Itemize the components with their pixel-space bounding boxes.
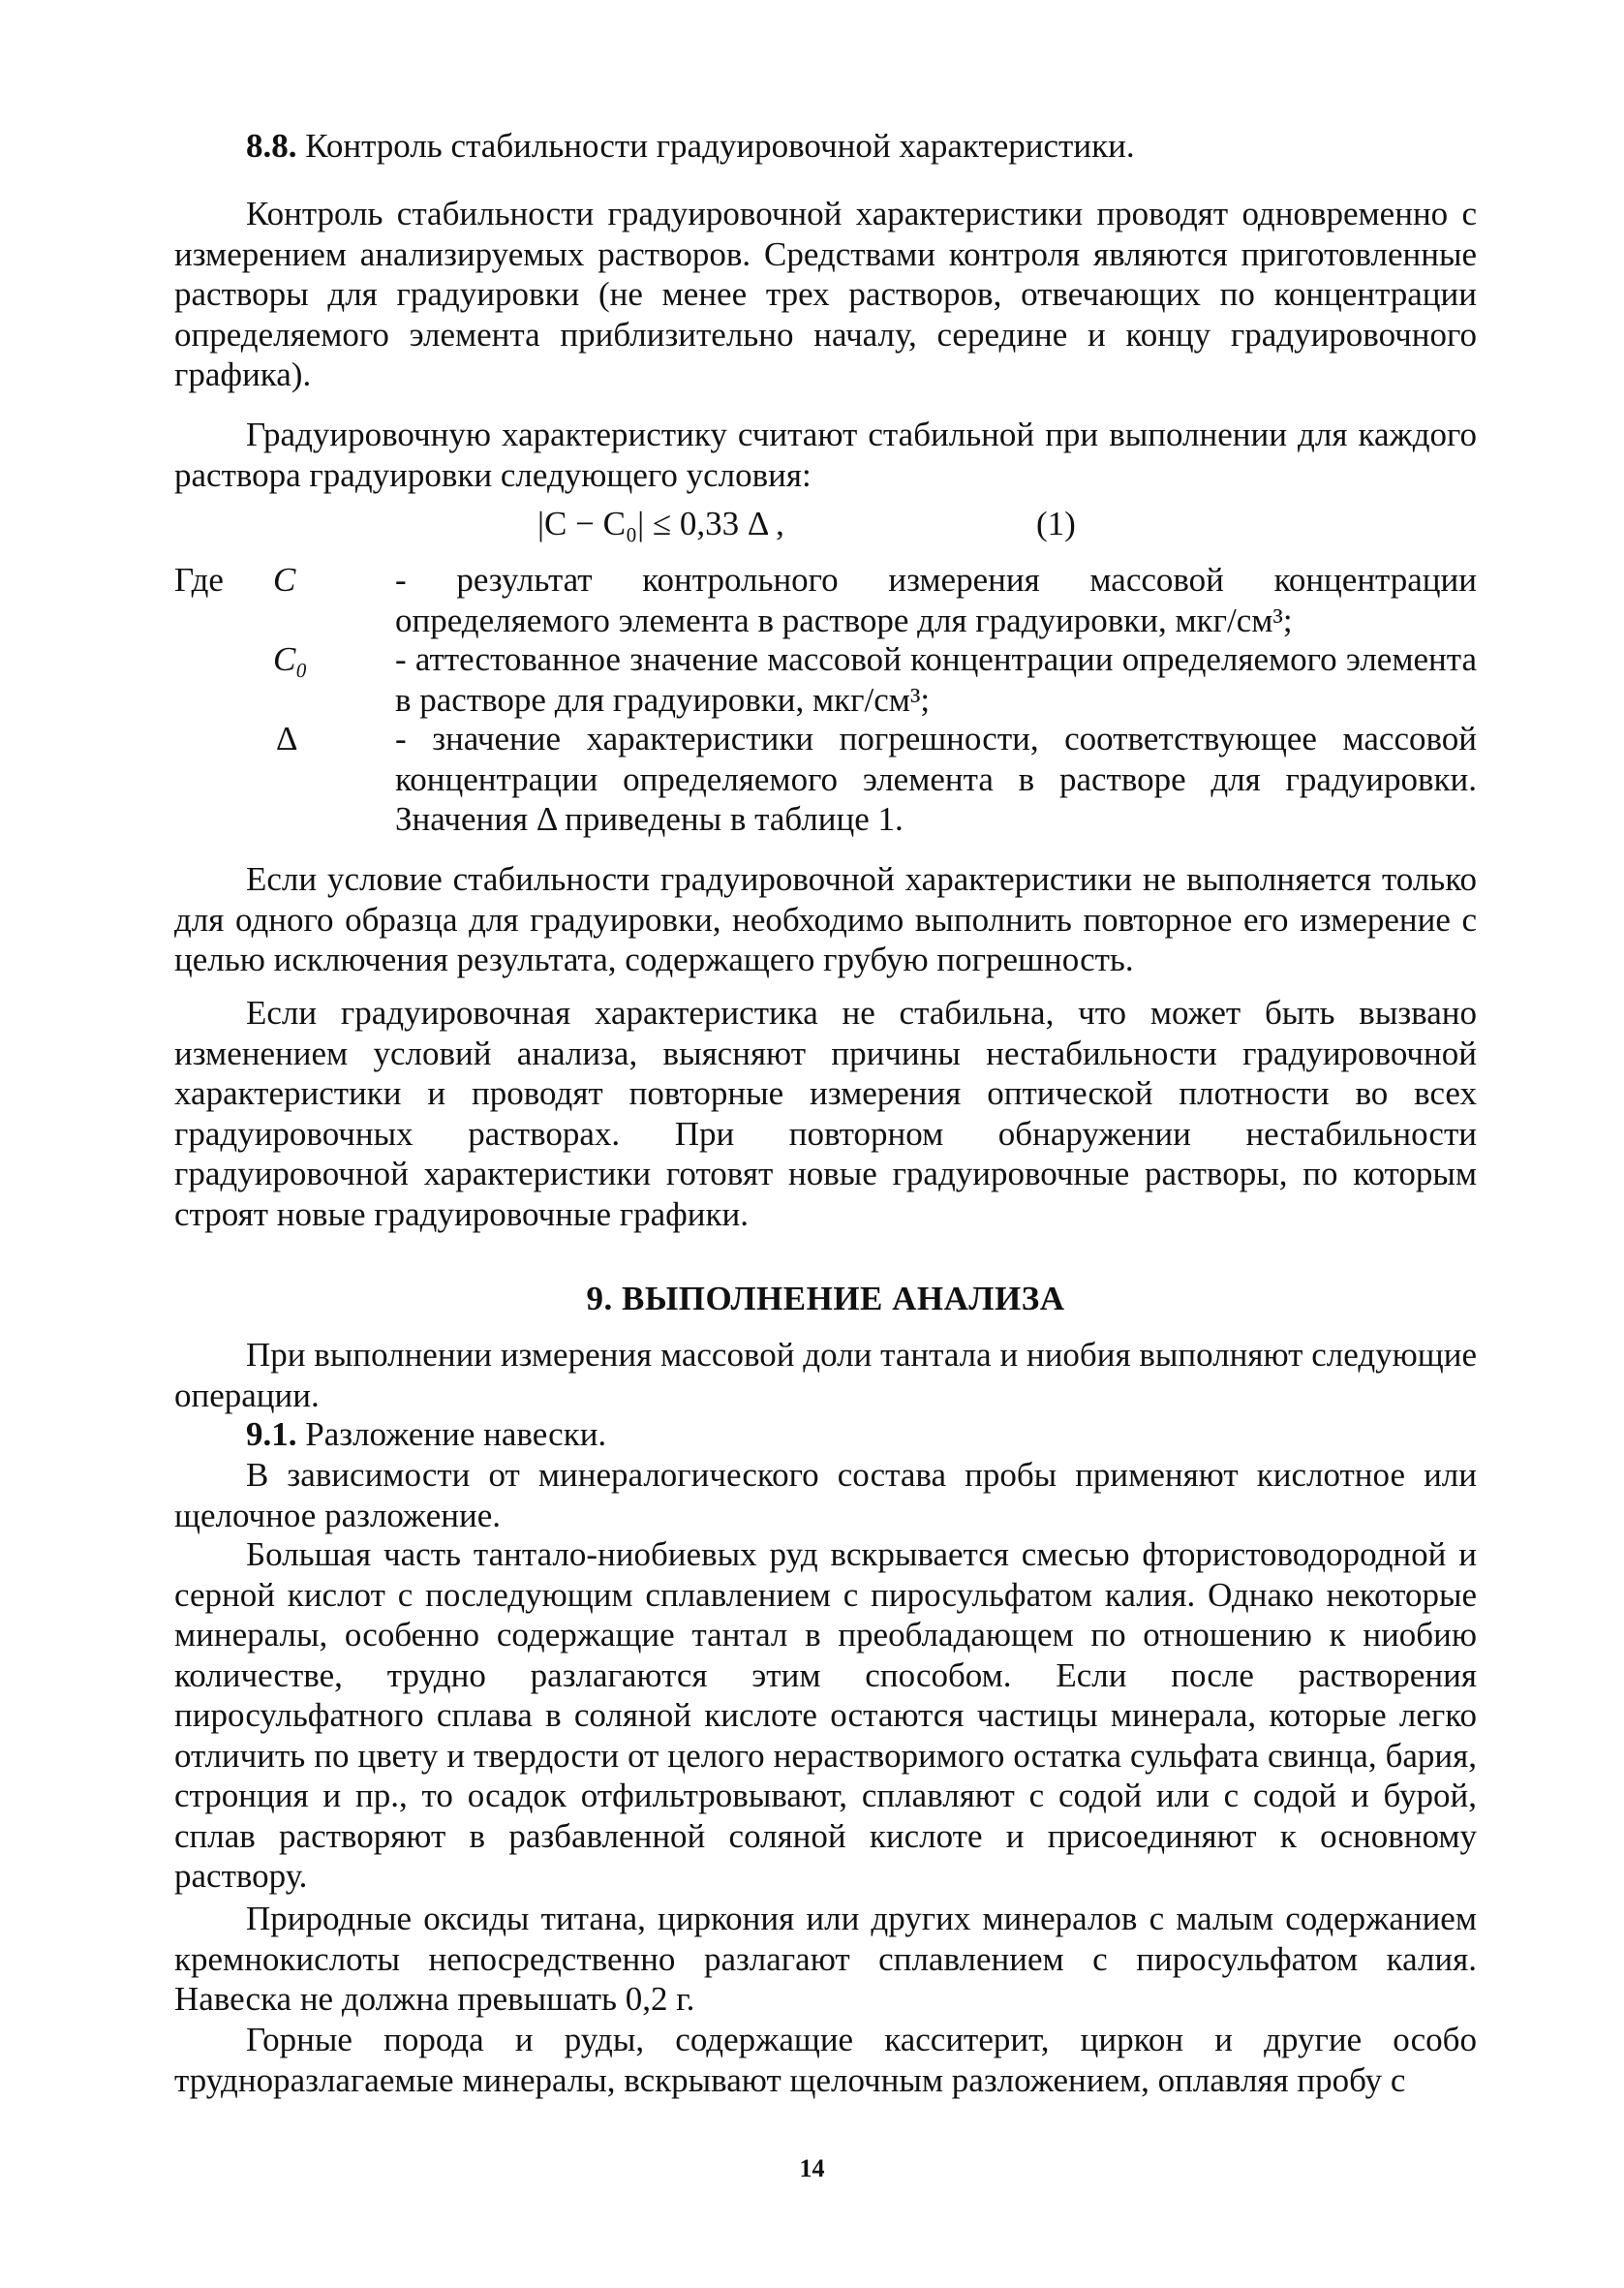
section-8-8-title — [174, 126, 1477, 167]
section-9-para-1: При выполнении измерения массовой доли тантала и ниобия выполняют следующие операции. — [174, 1336, 1477, 1414]
section-8-8-para-1: Контроль стабильности градуировочной характеристики проводят одновременно с измерением анализируемых растворов. Средствами контроля являются приготовленные растворы для градуировки (не менее трех растворов, отвечающих по концентрации определяемого элемента приблизительно началу, середине и концу градуировочного графика). — [174, 195, 1477, 393]
symbol-c: C — [273, 561, 296, 599]
section-8-8-number: 8.8. — [246, 127, 297, 165]
section-9-1-title — [174, 1414, 1477, 1455]
section-9-1-title-text: Разложение навески. — [305, 1415, 607, 1453]
symbol-c0: C₀ — [273, 640, 308, 678]
section-9-heading: 9. ВЫПОЛНЕНИЕ АНАЛИЗА — [586, 1280, 1065, 1317]
section-9-para-5: Горные порода и руды, содержащие касситерит, циркон и другие особо трудноразлагаемые минералы, вскрывают щелочным разложением, оплавляя пробу с — [174, 2021, 1477, 2099]
section-8-8-para-2: Градуировочную характеристику считают стабильной при выполнении для каждого раствора градуировки следующего условия: — [174, 416, 1477, 494]
definition-delta: - значение характеристики погрешности, соответствующее массовой концентрации определяемого элемента в растворе для градуировки. Значения Δ приведены в таблице 1. — [395, 720, 1477, 838]
definition-c0: - аттестованное значение массовой концентрации определяемого элемента в растворе для градуировки, мкг/см³; — [395, 640, 1477, 719]
definition-c: - результат контрольного измерения массовой концентрации определяемого элемента в растворе для градуировки, мкг/см³; — [395, 561, 1477, 639]
where-label: Где — [174, 561, 224, 599]
section-8-8-para-4: Если градуировочная характеристика не стабильна, что может быть вызвано изменением условий анализа, выясняют причины нестабильности градуировочной характеристики и проводят повторные измерения оптической плотности во всех градуировочных растворах. При повторном обнаружении нестабильности градуировочной характеристики готовят новые градуировочные растворы, по которым строят новые градуировочные графики. — [174, 994, 1477, 1233]
section-9-para-2: В зависимости от минералогического состава пробы применяют кислотное или щелочное разложение. — [174, 1456, 1477, 1534]
symbol-delta: Δ — [276, 720, 298, 758]
section-8-8-para-3: Если условие стабильности градуировочной характеристики не выполняется только для одного образца для градуировки, необходимо выполнить повторное его измерение с целью исключения результата, содержащего грубую погрешность. — [174, 860, 1477, 978]
section-9-para-4: Природные оксиды титана, циркония или других минералов с малым содержанием кремнокислоты непосредственно разлагают сплавлением с пиросульфатом калия. Навеска не должна превышать 0,2 г. — [174, 1900, 1477, 2018]
formula-number: (1) — [1036, 505, 1076, 542]
formula-1: |C − C₀| ≤ 0,33 Δ , — [537, 505, 784, 542]
page-number: 14 — [799, 2154, 825, 2182]
section-9-para-3: Большая часть тантало-ниобиевых руд вскрывается смесью фтористоводородной и серной кислот с последующим сплавлением с пиросульфатом калия. Однако некоторые минералы, особенно содержащие тантал в преобладающем по отношению к ниобию количестве, трудно разлагаются этим способом. Если после растворения пиросульфатного сплава в соляной кислоте остаются частицы минерала, которые легко отличить по цвету и твердости от целого нерастворимого остатка сульфата свинца, бария, стронция и пр., то осадок отфильтровывают, сплавляют с содой или с содой и бурой, сплав растворяют в разбавленной соляной кислоте и присоединяют к основному раствору. — [174, 1535, 1477, 1895]
section-8-8-title-text: Контроль стабильности градуировочной характеристики. — [305, 127, 1135, 165]
section-9-1-number: 9.1. — [246, 1415, 297, 1453]
